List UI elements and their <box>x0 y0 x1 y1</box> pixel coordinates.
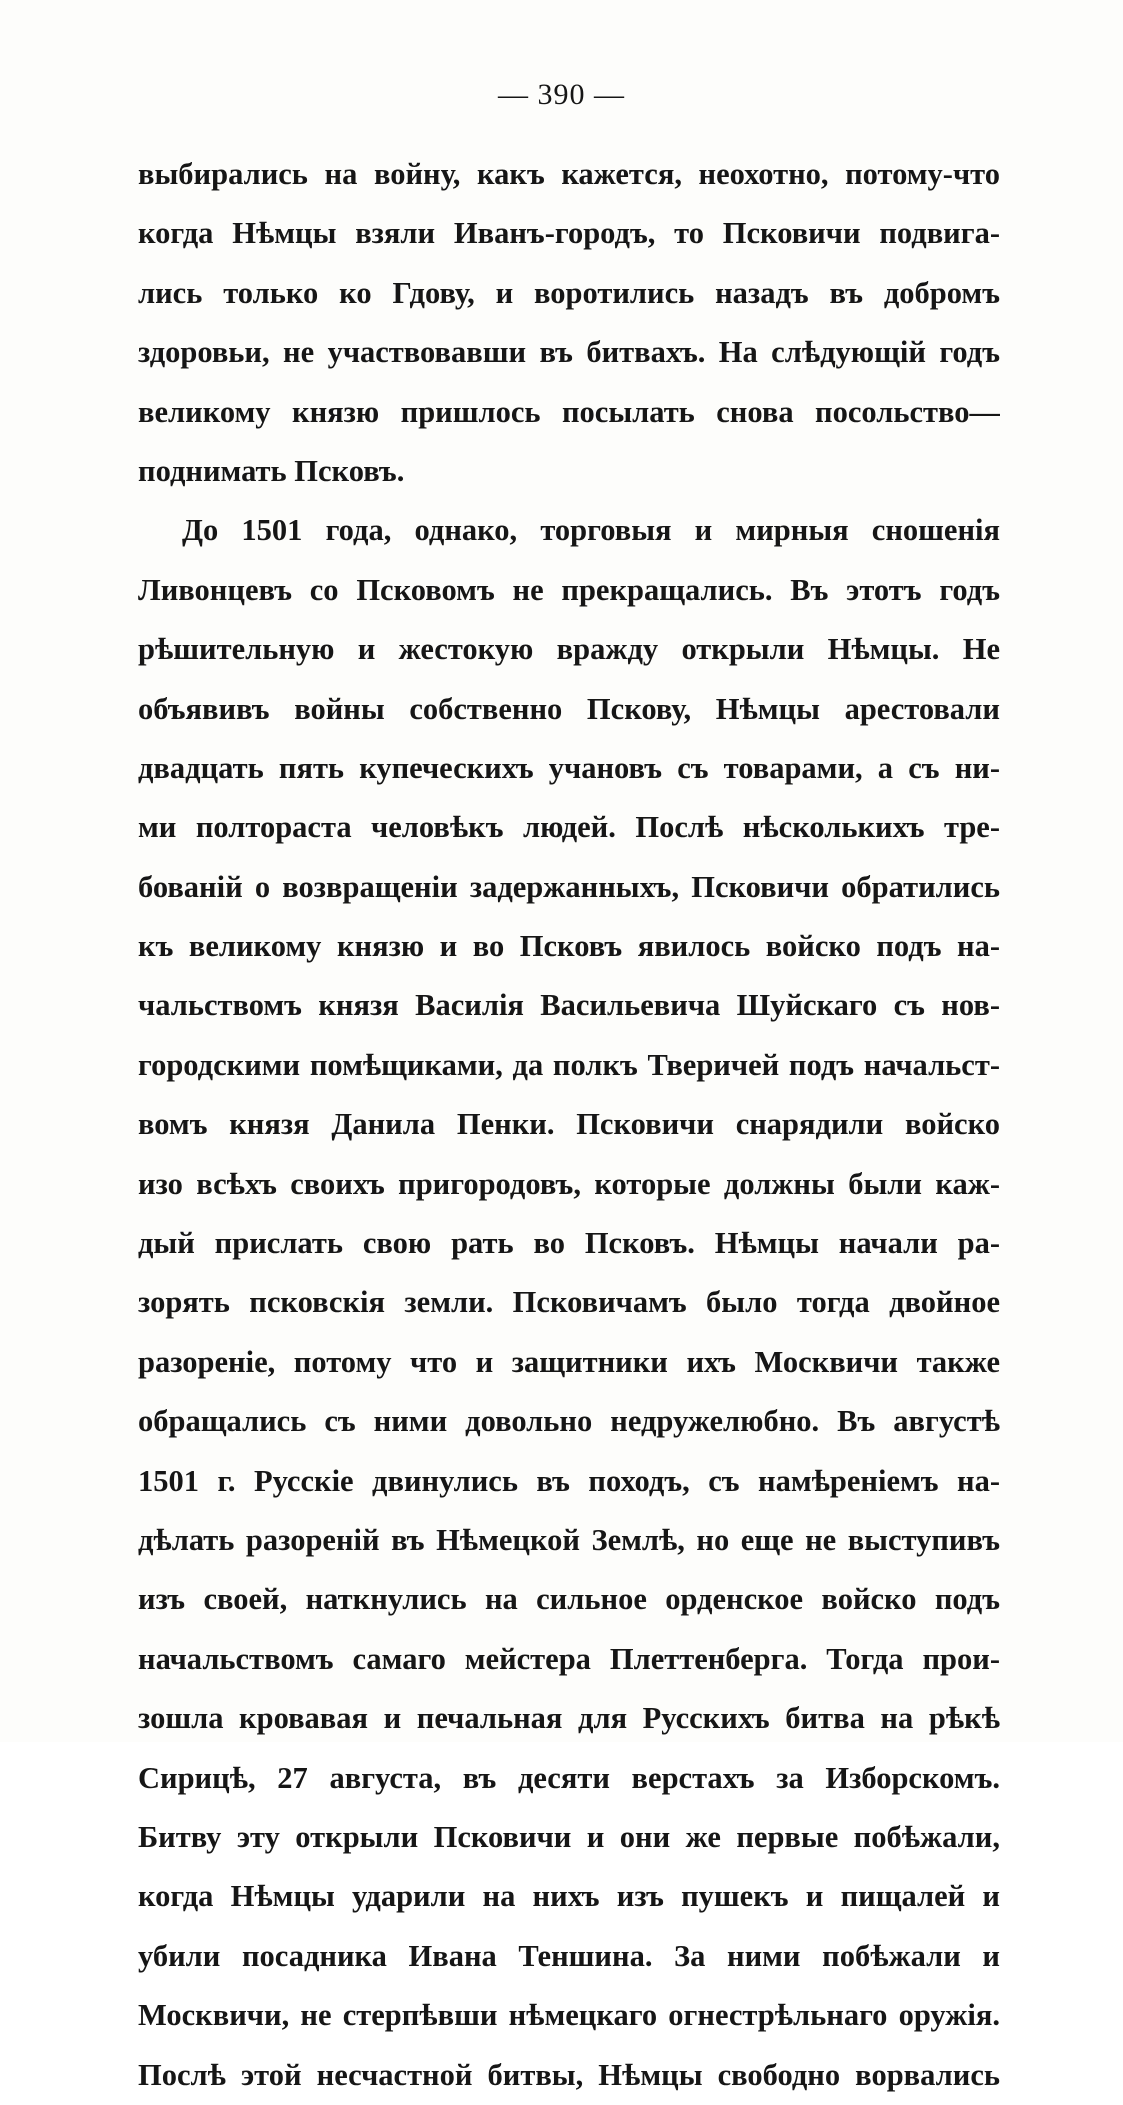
text-line: рѣшительную и жестокую вражду открыли Нѣмцы. Не <box>138 632 1000 667</box>
text-line: бованій о возвращеніи задержанныхъ, Псковичи обратились <box>138 869 1000 904</box>
text-line: начальствомъ самаго мейстера Плеттенберга. Тогда прои- <box>138 1641 1000 1676</box>
text-line: къ великому князю и во Псковъ явилось войско подъ на- <box>138 929 1000 964</box>
text-line: выбирались на войну, какъ кажется, неохотно, потому-что <box>138 157 1000 191</box>
text-line: когда Нѣмцы ударили на нихъ изъ пушекъ и пищалей и <box>138 1879 1000 1914</box>
text-line: зошла кровавая и печальная для Русскихъ битва на рѣкѣ <box>138 1701 1000 1736</box>
text-line: изо всѣхъ своихъ пригородовъ, которые должны были каж- <box>138 1166 1000 1201</box>
text-line: городскими помѣщиками, да полкъ Тверичей подъ начальст- <box>138 1047 1000 1082</box>
text-line: разореніе, потому что и защитники ихъ Москвичи также <box>138 1344 1000 1379</box>
paragraph-end-line: поднимать Псковъ. <box>138 453 405 488</box>
text-line: Битву эту открыли Псковичи и они же первые побѣжали, <box>138 1819 1000 1854</box>
text-line: объявивъ войны собственно Пскову, Нѣмцы арестовали <box>138 691 1000 726</box>
text-line: изъ своей, наткнулись на сильное орденское войско подъ <box>138 1582 1000 1617</box>
text-line: обращались съ ними довольно недружелюбно. Въ августѣ <box>138 1404 1000 1439</box>
text-line: дѣлать разореній въ Нѣмецкой Землѣ, но еще не выступивъ <box>138 1522 1000 1557</box>
paragraph-start-line: До 1501 года, однако, торговыя и мирныя сношенія <box>182 513 1000 548</box>
text-line: Ливонцевъ со Псковомъ не прекращались. Въ этотъ годъ <box>138 572 1000 607</box>
body-text <box>138 145 1000 2105</box>
text-line: Послѣ этой несчастной битвы, Нѣмцы свободно ворвались <box>138 2057 1000 2092</box>
text-line: Москвичи, не стерпѣвши нѣмецкаго огнестрѣльнаго оружія. <box>138 1998 1000 2033</box>
text-line: убили посадника Ивана Теншина. За ними побѣжали и <box>138 1938 1000 1973</box>
text-line: когда Нѣмцы взяли Иванъ-городъ, то Псковичи подвига- <box>138 216 1000 251</box>
text-line: чальствомъ князя Василія Васильевича Шуйскаго съ нов- <box>138 988 1000 1023</box>
text-line: двадцать пять купеческихъ учановъ съ товарами, а съ ни- <box>138 750 1000 785</box>
text-line: дый прислать свою рать во Псковъ. Нѣмцы начали ра- <box>138 1226 1000 1261</box>
text-line: 1501 г. Русскіе двинулись въ походъ, съ намѣреніемъ на- <box>138 1463 1000 1498</box>
text-line: великому князю пришлось посылать снова посольство— <box>138 394 1000 429</box>
text-line: лись только ко Гдову, и воротились назадъ въ добромъ <box>138 275 1000 310</box>
text-line: здоровьи, не участвовавши въ битвахъ. На слѣдующій годъ <box>138 335 1000 370</box>
text-line: Сирицѣ, 27 августа, въ десяти верстахъ за Изборскомъ. <box>138 1760 1000 1795</box>
text-line: ми полтораста человѣкъ людей. Послѣ нѣсколькихъ тре- <box>138 810 1000 845</box>
text-line: вомъ князя Данила Пенки. Псковичи снарядили войско <box>138 1107 1000 1142</box>
text-line: зорять псковскія земли. Псковичамъ было тогда двойное <box>138 1285 1000 1320</box>
page-number: — 390 — <box>498 78 625 111</box>
